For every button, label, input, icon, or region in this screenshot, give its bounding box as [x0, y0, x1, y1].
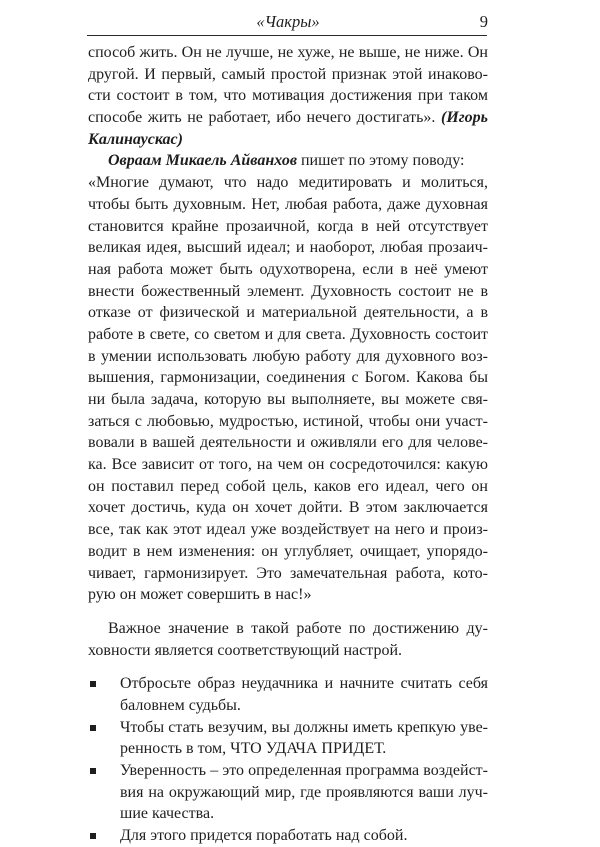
text-line: Уверенность – это определенная программа воздейст-	[120, 762, 488, 779]
page-body	[88, 42, 488, 847]
text-line	[88, 129, 488, 151]
text-line: чтобы быть духовным. Нет, любая работа, даже духовная	[88, 195, 488, 213]
text-line: все, так как этот идеал уже воздействует на него и произ-	[88, 521, 488, 539]
text-line	[88, 107, 488, 129]
header-rule	[87, 35, 487, 36]
list-item	[88, 760, 488, 825]
list-item	[88, 825, 488, 847]
text-line: Важное значение в такой работе по достижению ду-	[108, 619, 488, 637]
bullet-square-icon	[90, 725, 96, 731]
text-fragment: способе жить не работает, ибо нечего достигать».	[88, 109, 441, 127]
text-line: он поставил перед собой цель, каков его идеал, чего он	[88, 477, 488, 495]
text-line: работе в свете, со светом и для света. Духовность состоит	[88, 325, 488, 343]
list-item	[88, 673, 488, 716]
text-line: ная работа может быть одухотворена, если в неё умеют	[88, 260, 488, 278]
text-line: ка. Все зависит от того, на чем он сосредоточился: какую	[88, 456, 488, 474]
text-line	[88, 150, 488, 172]
author-name: Овраам Микаель Айванхов	[108, 152, 297, 170]
bullet-square-icon	[90, 681, 96, 687]
running-title: «Чакры»	[256, 12, 320, 31]
text-line: вовали в вашей деятельности и оживляли его для челове-	[88, 434, 488, 452]
text-line: ни была задача, которую вы выполняете, вы можете свя-	[88, 391, 488, 408]
text-line: заться с любовью, мудростью, истиной, чтобы они участ-	[88, 412, 488, 430]
page-number: 9	[479, 12, 488, 31]
text-line: рую он может совершить в нас!»	[88, 586, 312, 604]
text-fragment: пишет по этому поводу:	[296, 152, 465, 170]
text-line: великая идея, высший идеал; и наоборот, любая прозаич-	[88, 239, 488, 257]
text-line: становится крайне прозаичной, когда в ней отсутствует	[88, 217, 488, 235]
bullet-list	[88, 673, 488, 847]
text-line: шие качества.	[120, 805, 215, 823]
text-line: Чтобы стать везучим, вы должны иметь крепкую уве-	[120, 718, 488, 736]
text-line: способ жить. Он не лучше, не хуже, не выше, не ниже. Он	[88, 44, 488, 61]
text-line: Для этого придется поработать над собой.	[120, 827, 408, 845]
paragraph-aivanhov	[88, 150, 488, 605]
bullet-square-icon	[90, 768, 96, 774]
text-line: вия на окружающий мир, где проявляются ваши луч-	[120, 783, 488, 801]
quote-author-cont: Калинаускас)	[88, 130, 183, 148]
text-line: в умении использовать любую работу для духовного воз-	[88, 347, 488, 365]
text-line: «Многие думают, что надо медитировать и молиться,	[88, 174, 488, 192]
paragraph-attitude	[88, 618, 488, 661]
text-line: хочет достичь, куда он хочет дойти. В этом заключается	[88, 499, 488, 517]
text-line: внести божественный элемент. Духовность состоит не в	[88, 282, 488, 300]
text-line: баловнем судьбы.	[120, 696, 241, 714]
paragraph-quote-end	[88, 42, 488, 150]
list-item	[88, 717, 488, 760]
bullet-square-icon	[90, 833, 96, 839]
text-line: другой. И первый, самый простой признак этой инаково-	[88, 65, 488, 83]
text-line: ховности является соответствующий настрой.	[88, 641, 403, 659]
text-line: Отбросьте образ неудачника и начните считать себя	[120, 675, 488, 693]
text-line: сти состоит в том, что мотивация достижения при таком	[88, 87, 488, 105]
text-line: отказе от физической и материальной деятельности, а в	[88, 304, 488, 322]
text-line: водит в нем изменения: он углубляет, очищает, упорядо-	[88, 542, 488, 560]
text-line: чивает, гармонизирует. Это замечательная работа, кото-	[88, 564, 488, 582]
text-line: ренность в том, ЧТО УДАЧА ПРИДЕТ.	[120, 740, 387, 758]
quote-author: (Игорь	[441, 109, 488, 127]
text-line: вышения, гармонизации, соединения с Богом. Какова бы	[88, 369, 488, 387]
